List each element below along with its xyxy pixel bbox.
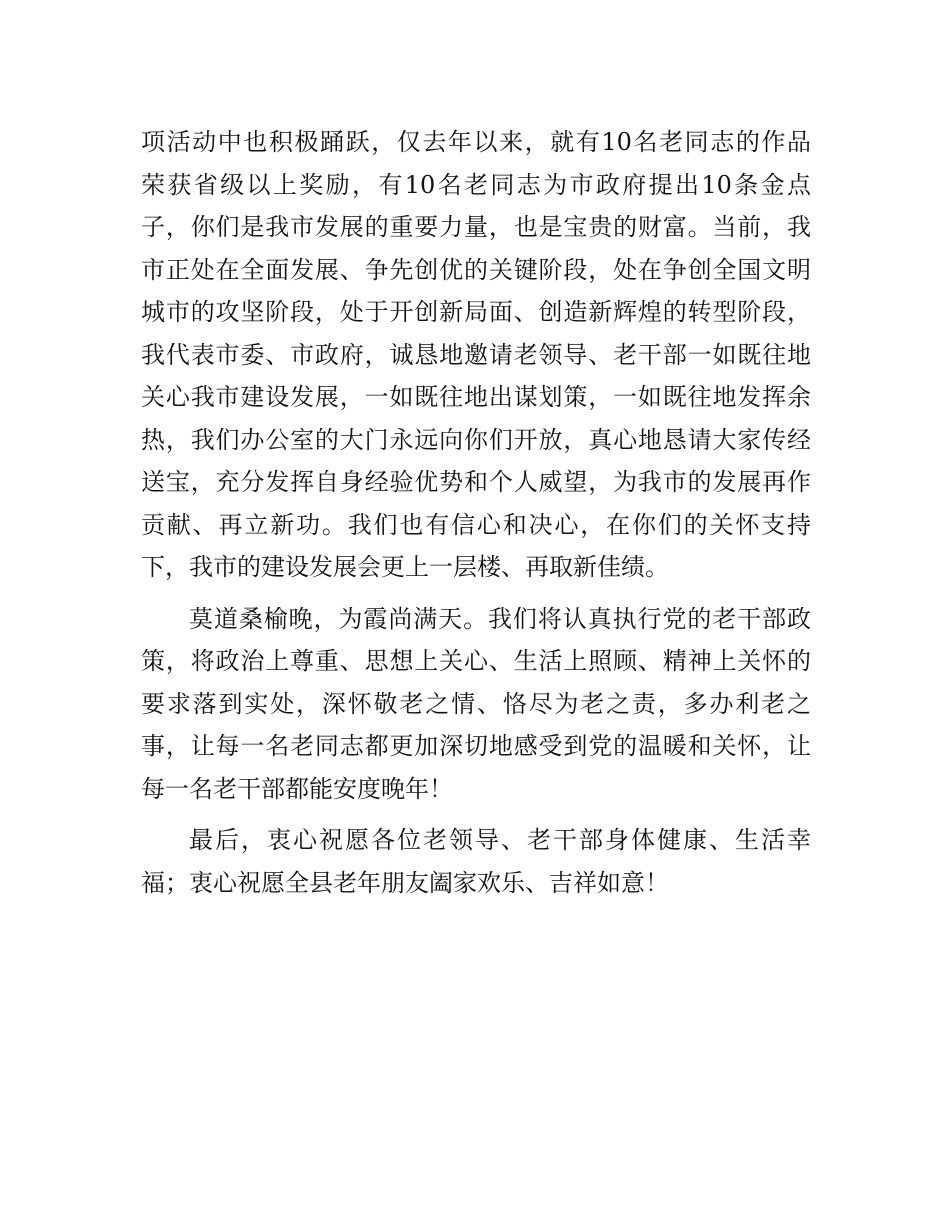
text-line: 城市的攻坚阶段，处于开创新局面、创造新辉煌的转型阶段， [141,298,811,326]
text-line: 贡献、再立新功。我们也有信心和决心，在你们的关怀支持 [141,510,811,539]
text-line: 荣获省级以上奖励，有10名老同志为市政府提出10条金点 [141,170,811,199]
paragraph-2 [141,598,811,811]
text-line: 福；衷心祝愿全县老年朋友阖家欢乐、吉祥如意！ [141,868,669,897]
text-line: 子，你们是我市发展的重要力量，也是宝贵的财富。当前，我 [141,213,811,241]
text-line: 最后，衷心祝愿各位老领导、老干部身体健康、生活幸 [189,826,811,854]
text-line: 送宝，充分发挥自身经验优势和个人威望，为我市的发展再作 [141,468,811,496]
paragraph-1 [141,121,811,589]
text-line: 我代表市委、市政府，诚恳地邀请老领导、老干部一如既往地 [141,340,811,369]
text-line: 市正处在全面发展、争先创优的关键阶段，处在争创全国文明 [141,255,811,284]
text-line: 项活动中也积极踊跃，仅去年以来，就有10名老同志的作品 [141,128,811,156]
text-line: 莫道桑榆晚，为霞尚满天。我们将认真执行党的老干部政 [189,604,811,633]
text-line: 要求落到实处，深怀敬老之情、恪尽为老之责，多办利老之 [141,689,811,718]
text-line: 每一名老干部都能安度晚年！ [141,774,453,803]
text-line: 策，将政治上尊重、思想上关心、生活上照顾、精神上关怀的 [141,647,811,675]
paragraph-3 [141,819,811,904]
text-line: 下，我市的建设发展会更上一层楼、再取新佳绩。 [141,553,669,581]
document-body [141,121,811,904]
text-line: 热，我们办公室的大门永远向你们开放，真心地恳请大家传经 [141,425,811,454]
text-line: 事，让每一名老同志都更加深切地感受到党的温暖和关怀，让 [141,732,811,760]
text-line: 关心我市建设发展，一如既往地出谋划策，一如既往地发挥余 [141,383,811,411]
